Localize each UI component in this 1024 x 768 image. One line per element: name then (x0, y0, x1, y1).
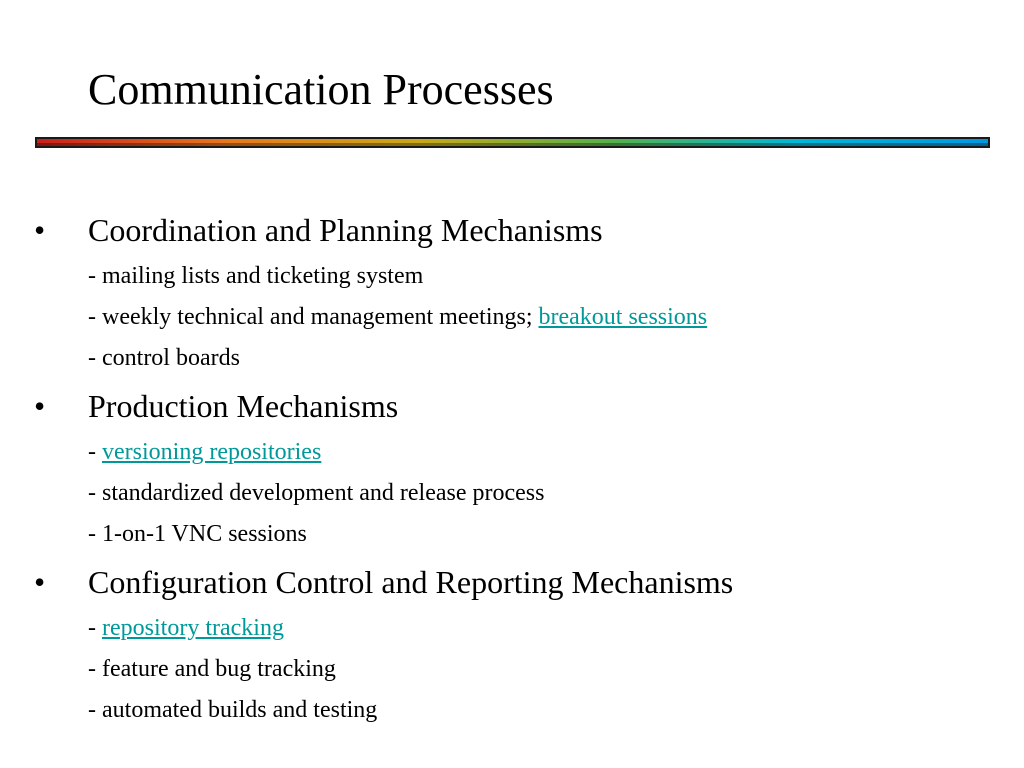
sub-item-text: - mailing lists and ticketing system (88, 263, 424, 289)
sub-item-control-boards (88, 343, 240, 373)
sub-item-text: - standardized development and release process (88, 480, 545, 506)
bullet-icon: • (34, 564, 46, 600)
bullet-configuration-control (0, 562, 1024, 602)
sub-item-feature-bug-tracking (88, 654, 336, 684)
sub-item-mailing-lists (88, 261, 423, 291)
sub-item-standardized-process (88, 478, 544, 508)
sub-item-text: - weekly technical and management meetings; (88, 304, 539, 330)
sub-item-text: - 1-on-1 VNC sessions (88, 521, 307, 547)
slide-title: Communication Processes (88, 65, 554, 114)
link-breakout-sessions[interactable]: breakout sessions (538, 304, 708, 330)
sub-item-weekly-meetings (88, 302, 707, 332)
bullet-heading: Configuration Control and Reporting Mechanisms (88, 564, 734, 600)
sub-item-vnc-sessions (88, 519, 307, 549)
bullet-coordination-planning (0, 210, 1024, 250)
sub-item-text: - feature and bug tracking (88, 656, 336, 682)
link-repository-tracking[interactable]: repository tracking (102, 615, 284, 641)
sub-item-versioning-repositories (88, 437, 321, 467)
bullet-heading: Coordination and Planning Mechanisms (88, 212, 603, 248)
bullet-icon: • (34, 212, 46, 248)
sub-item-text: - automated builds and testing (88, 697, 378, 723)
sub-item-text: - (88, 615, 102, 641)
sub-item-text: - control boards (88, 345, 240, 371)
sub-item-automated-builds (88, 695, 377, 725)
sub-item-text: - (88, 439, 102, 465)
link-versioning-repositories[interactable]: versioning repositories (102, 439, 322, 465)
bullet-production (0, 386, 1024, 426)
bullet-icon: • (34, 388, 46, 424)
bullet-heading: Production Mechanisms (88, 388, 399, 424)
sub-item-repository-tracking (88, 613, 284, 643)
